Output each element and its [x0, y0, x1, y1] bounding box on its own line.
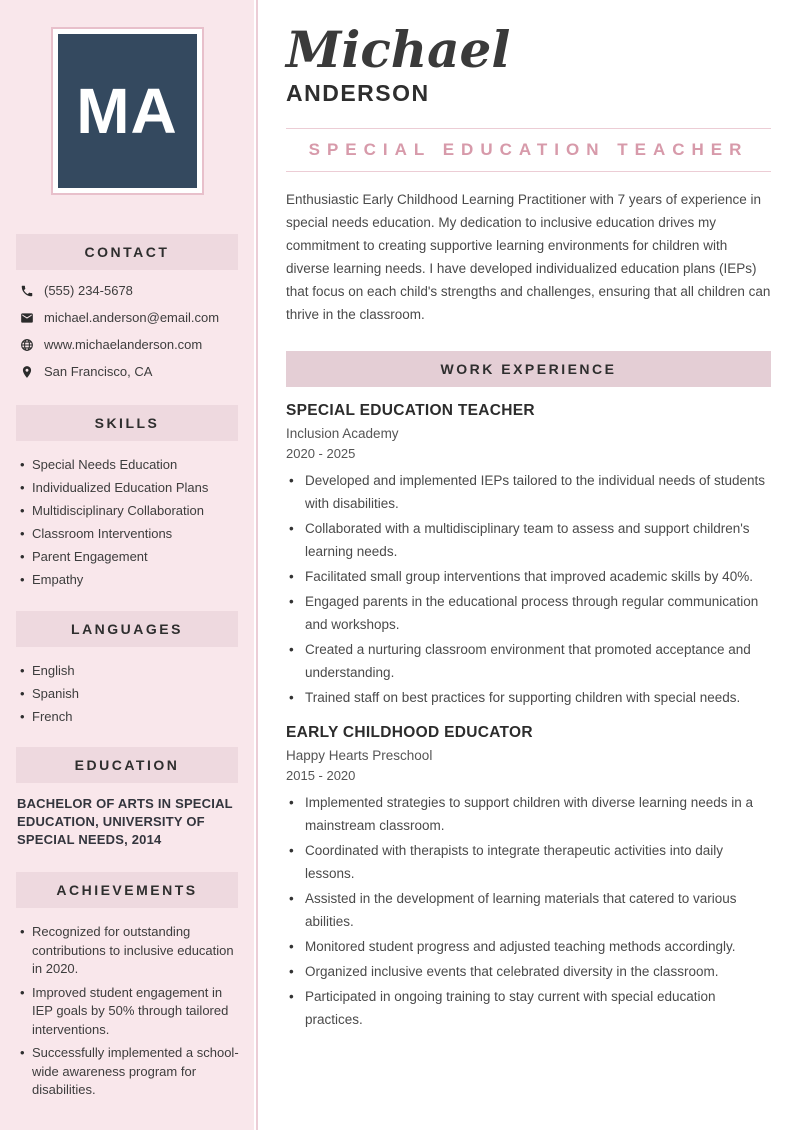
skills-list [0, 453, 254, 591]
skill-item: • Parent Engagement [20, 545, 240, 568]
contact-section-header: CONTACT [16, 234, 238, 270]
language-item: • French [20, 705, 240, 728]
email-icon [19, 310, 34, 325]
title-rule-bottom [286, 171, 771, 172]
job-bullet: • Engaged parents in the educational process through regular communication and workshops. [286, 590, 771, 636]
job-bullet: • Coordinated with therapists to integrate therapeutic activities into daily lessons. [286, 839, 771, 885]
job-bullet: • Assisted in the development of learning materials that catered to various abilities. [286, 887, 771, 933]
job-entry [286, 402, 771, 709]
phone-icon [19, 283, 34, 298]
job-entry-company: Inclusion Academy [286, 426, 399, 441]
job-entry [286, 724, 771, 1031]
job-bullet: • Facilitated small group interventions that improved academic skills by 40%. [286, 565, 771, 588]
language-item: • English [20, 659, 240, 682]
job-bullet: • Created a nurturing classroom environment that promoted acceptance and understanding. [286, 638, 771, 684]
profile-summary: Enthusiastic Early Childhood Learning Practitioner with 7 years of experience in special needs education. My dedication to inclusive education drives my commitment to creating supportive learning environments for children with diverse learning needs. I have developed individualized education plans (IEPs) that focus on each child's strengths and challenges, ensuring that all children can thrive in the classroom. [286, 192, 771, 322]
job-entry-dates: 2020 - 2025 [286, 446, 356, 461]
language-item: • Spanish [20, 682, 240, 705]
last-name: ANDERSON [286, 80, 430, 106]
avatar-initials: MA [76, 75, 178, 147]
avatar-monogram-box [58, 34, 197, 188]
job-bullet-list [286, 469, 771, 709]
contact-website-text: www.michaelanderson.com [44, 337, 203, 352]
job-bullet-list [286, 791, 771, 1031]
contact-location-text: San Francisco, CA [44, 364, 153, 379]
job-bullet: • Collaborated with a multidisciplinary team to assess and support children's learning needs. [286, 517, 771, 563]
languages-list [0, 659, 254, 728]
job-bullet: • Developed and implemented IEPs tailored to the individual needs of students with disabilities. [286, 469, 771, 515]
job-bullet: • Participated in ongoing training to stay current with special education practices. [286, 985, 771, 1031]
avatar [51, 27, 204, 195]
job-bullet: • Implemented strategies to support children with diverse learning needs in a mainstream classroom. [286, 791, 771, 837]
education-section-header: EDUCATION [16, 747, 238, 783]
job-bullet: • Monitored student progress and adjusted teaching methods accordingly. [286, 935, 771, 958]
contact-list [0, 277, 254, 385]
column-divider [256, 0, 258, 1130]
job-entry-title: SPECIAL EDUCATION TEACHER [286, 402, 535, 419]
skill-item: • Classroom Interventions [20, 522, 240, 545]
skill-item: • Special Needs Education [20, 453, 240, 476]
contact-item-location [19, 358, 254, 385]
contact-email-text: michael.anderson@email.com [44, 310, 220, 325]
education-degree-text: BACHELOR OF ARTS IN SPECIAL EDUCATION, UNIVERSITY OF SPECIAL NEEDS, 2014 [17, 796, 233, 847]
job-entry-dates: 2015 - 2020 [286, 768, 356, 783]
skill-item: • Empathy [20, 568, 240, 591]
first-name: Michael [286, 20, 511, 79]
contact-item-website [19, 331, 254, 358]
job-entry-title: EARLY CHILDHOOD EDUCATOR [286, 724, 533, 741]
achievements-list [0, 923, 254, 1100]
languages-section-header: LANGUAGES [16, 611, 238, 647]
work-experience-header: WORK EXPERIENCE [286, 351, 771, 387]
achievement-item: • Improved student engagement in IEP goals by 50% through tailored interventions. [20, 984, 240, 1040]
job-entry-company: Happy Hearts Preschool [286, 748, 433, 763]
contact-item-email [19, 304, 254, 331]
contact-item-phone [19, 277, 254, 304]
main-content [286, 0, 771, 1033]
globe-icon [19, 337, 34, 352]
job-title: SPECIAL EDUCATION TEACHER [308, 140, 749, 159]
skills-section-header: SKILLS [16, 405, 238, 441]
job-bullet: • Organized inclusive events that celebrated diversity in the classroom. [286, 960, 771, 983]
skill-item: • Multidisciplinary Collaboration [20, 499, 240, 522]
location-icon [19, 364, 34, 379]
title-rule-top [286, 128, 771, 129]
contact-phone-text: (555) 234-5678 [44, 283, 133, 298]
achievement-item: • Successfully implemented a school-wide awareness program for disabilities. [20, 1044, 240, 1100]
sidebar [0, 0, 254, 1130]
achievements-section-header: ACHIEVEMENTS [16, 872, 238, 908]
achievement-item: • Recognized for outstanding contributions to inclusive education in 2020. [20, 923, 240, 979]
job-bullet: • Trained staff on best practices for supporting children with special needs. [286, 686, 771, 709]
skill-item: • Individualized Education Plans [20, 476, 240, 499]
